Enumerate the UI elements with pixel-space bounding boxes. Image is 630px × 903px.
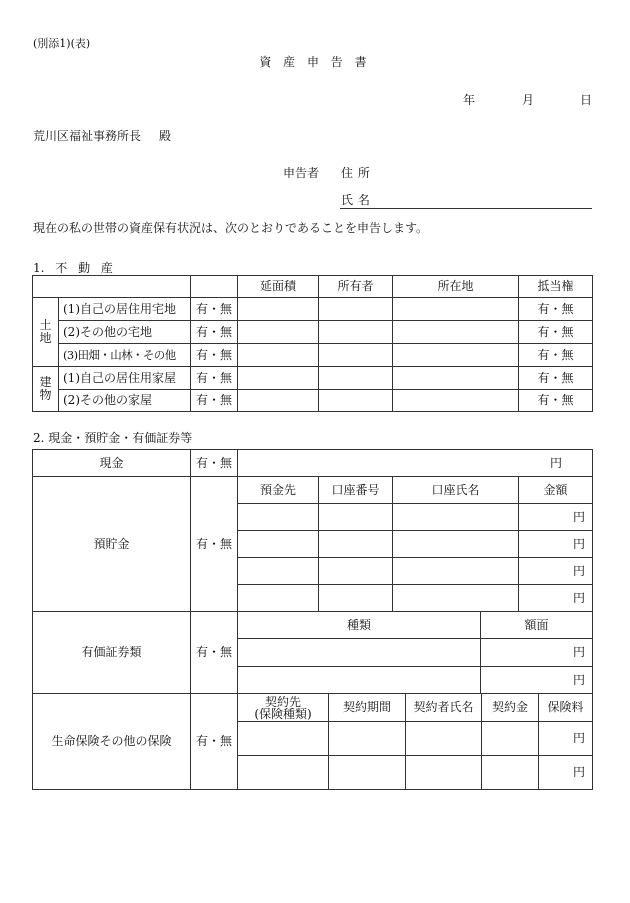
- amount-cell: 円: [519, 504, 593, 531]
- insurance-section: [32, 693, 593, 790]
- contract-amount-cell: [482, 722, 539, 756]
- document-title: 資 産 申 告 書: [259, 55, 367, 69]
- deposits-label: 預貯金: [33, 477, 191, 612]
- table-row: [33, 344, 593, 367]
- securities-label: 有価証券類: [33, 612, 191, 694]
- account-number-cell: [319, 585, 393, 612]
- security-type-cell: [238, 639, 481, 667]
- presence-choice: 有・無: [191, 390, 238, 412]
- honorific: 殿: [159, 129, 172, 143]
- header-account-holder: 口座氏名: [393, 477, 519, 504]
- financial-assets-table: [32, 449, 592, 790]
- table-row: [33, 390, 593, 412]
- deposits-header-row: [33, 477, 593, 504]
- table-row: [33, 321, 593, 344]
- presence-choice: 有・無: [191, 367, 238, 390]
- insurer-cell: [238, 722, 329, 756]
- header-blank-cell: [33, 276, 191, 298]
- cash-label: 現金: [33, 450, 191, 477]
- name-label: 氏 名: [341, 193, 370, 207]
- mortgage-choice: 有・無: [519, 367, 593, 390]
- header-account-number: 口座番号: [319, 477, 393, 504]
- policyholder-cell: [406, 722, 482, 756]
- addressee: 荒川区福祉事務所長: [33, 129, 142, 143]
- floor-area-cell: [238, 367, 319, 390]
- mortgage-choice: 有・無: [519, 390, 593, 412]
- buildings-group-cell: [33, 367, 59, 412]
- location-cell: [393, 321, 519, 344]
- real-estate-section-title: 1. 不 動 産: [33, 261, 113, 275]
- floor-area-cell: [238, 321, 319, 344]
- owner-cell: [319, 321, 393, 344]
- cash-amount-cell: [238, 450, 593, 477]
- owner-cell: [319, 390, 393, 412]
- presence-choice: 有・無: [191, 298, 238, 321]
- table-row: [33, 298, 593, 321]
- declaration-text: 現在の私の世帯の資産保有状況は、次のとおりであることを申告します。: [33, 221, 429, 235]
- location-cell: [393, 344, 519, 367]
- security-type-cell: [238, 667, 481, 694]
- land-group-cell: [33, 298, 59, 367]
- bank-cell: [238, 585, 319, 612]
- date-day-label: 日: [580, 93, 593, 107]
- owner-cell: [319, 344, 393, 367]
- header-premium: 保険料: [539, 694, 593, 722]
- header-insurer-main: 契約先: [264, 694, 301, 709]
- mortgage-choice: 有・無: [519, 344, 593, 367]
- date-year-label: 年: [463, 93, 476, 107]
- bank-cell: [238, 531, 319, 558]
- applicant-label: 申告者: [283, 166, 320, 180]
- land-row-label: (1)自己の居住用宅地: [59, 298, 191, 321]
- header-location: 所在地: [393, 276, 519, 298]
- securities-header-row: [33, 612, 593, 639]
- header-insurer-sub: (保険種類): [254, 706, 312, 721]
- amount-cell: 円: [519, 585, 593, 612]
- location-cell: [393, 298, 519, 321]
- face-value-cell: 円: [481, 667, 593, 694]
- header-mortgage: 抵当権: [519, 276, 593, 298]
- presence-choice: 有・無: [191, 321, 238, 344]
- table-row: [33, 367, 593, 390]
- date-month-label: 月: [522, 93, 535, 107]
- policyholder-cell: [406, 756, 482, 790]
- mortgage-choice: 有・無: [519, 321, 593, 344]
- bank-cell: [238, 558, 319, 585]
- contract-amount-cell: [482, 756, 539, 790]
- deposits-section: [32, 476, 593, 612]
- account-holder-cell: [393, 558, 519, 585]
- owner-cell: [319, 298, 393, 321]
- yen-unit: 円: [549, 455, 562, 470]
- building-row-label: (1)自己の居住用家屋: [59, 367, 191, 390]
- securities-section: [32, 611, 593, 694]
- financial-section-title: 2. 現金・預貯金・有価証券等: [33, 431, 193, 445]
- account-number-cell: [319, 558, 393, 585]
- header-presence-blank-cell: [191, 276, 238, 298]
- account-holder-cell: [393, 531, 519, 558]
- insurance-presence-choice: 有・無: [191, 694, 238, 790]
- insurer-cell: [238, 756, 329, 790]
- header-contract-amount: 契約金: [482, 694, 539, 722]
- insurance-label: 生命保険その他の保険: [33, 694, 191, 790]
- amount-cell: 円: [519, 531, 593, 558]
- deposits-presence-choice: 有・無: [191, 477, 238, 612]
- table-row: [33, 450, 593, 477]
- face-value-cell: 円: [481, 639, 593, 667]
- premium-cell: 円: [539, 722, 593, 756]
- presence-choice: 有・無: [191, 344, 238, 367]
- amount-cell: 円: [519, 558, 593, 585]
- real-estate-table: [32, 275, 593, 412]
- location-cell: [393, 367, 519, 390]
- term-cell: [329, 756, 406, 790]
- header-insurer: [238, 694, 329, 722]
- land-row-label: (2)その他の宅地: [59, 321, 191, 344]
- buildings-label: 建物: [39, 375, 52, 402]
- header-amount: 金額: [519, 477, 593, 504]
- header-bank: 預金先: [238, 477, 319, 504]
- header-policyholder: 契約者氏名: [406, 694, 482, 722]
- mortgage-choice: 有・無: [519, 298, 593, 321]
- floor-area-cell: [238, 344, 319, 367]
- account-number-cell: [319, 531, 393, 558]
- term-cell: [329, 722, 406, 756]
- header-face-value: 額面: [481, 612, 593, 639]
- account-number-cell: [319, 504, 393, 531]
- floor-area-cell: [238, 298, 319, 321]
- real-estate-header-row: [33, 276, 593, 298]
- cash-section: [32, 449, 593, 477]
- header-floor-area: 延面積: [238, 276, 319, 298]
- cash-presence-choice: 有・無: [191, 450, 238, 477]
- account-holder-cell: [393, 504, 519, 531]
- premium-cell: 円: [539, 756, 593, 790]
- address-label: 住 所: [341, 166, 370, 180]
- account-holder-cell: [393, 585, 519, 612]
- attachment-label: (別添1)(表): [33, 37, 91, 50]
- land-label: 土地: [39, 318, 52, 345]
- securities-presence-choice: 有・無: [191, 612, 238, 694]
- land-row-label: (3)田畑・山林・その他: [59, 344, 191, 367]
- building-row-label: (2)その他の家屋: [59, 390, 191, 412]
- header-owner: 所有者: [319, 276, 393, 298]
- header-type: 種類: [238, 612, 481, 639]
- bank-cell: [238, 504, 319, 531]
- insurance-header-row: [33, 694, 593, 722]
- location-cell: [393, 390, 519, 412]
- owner-cell: [319, 367, 393, 390]
- name-underline: [340, 208, 592, 209]
- header-term: 契約期間: [329, 694, 406, 722]
- floor-area-cell: [238, 390, 319, 412]
